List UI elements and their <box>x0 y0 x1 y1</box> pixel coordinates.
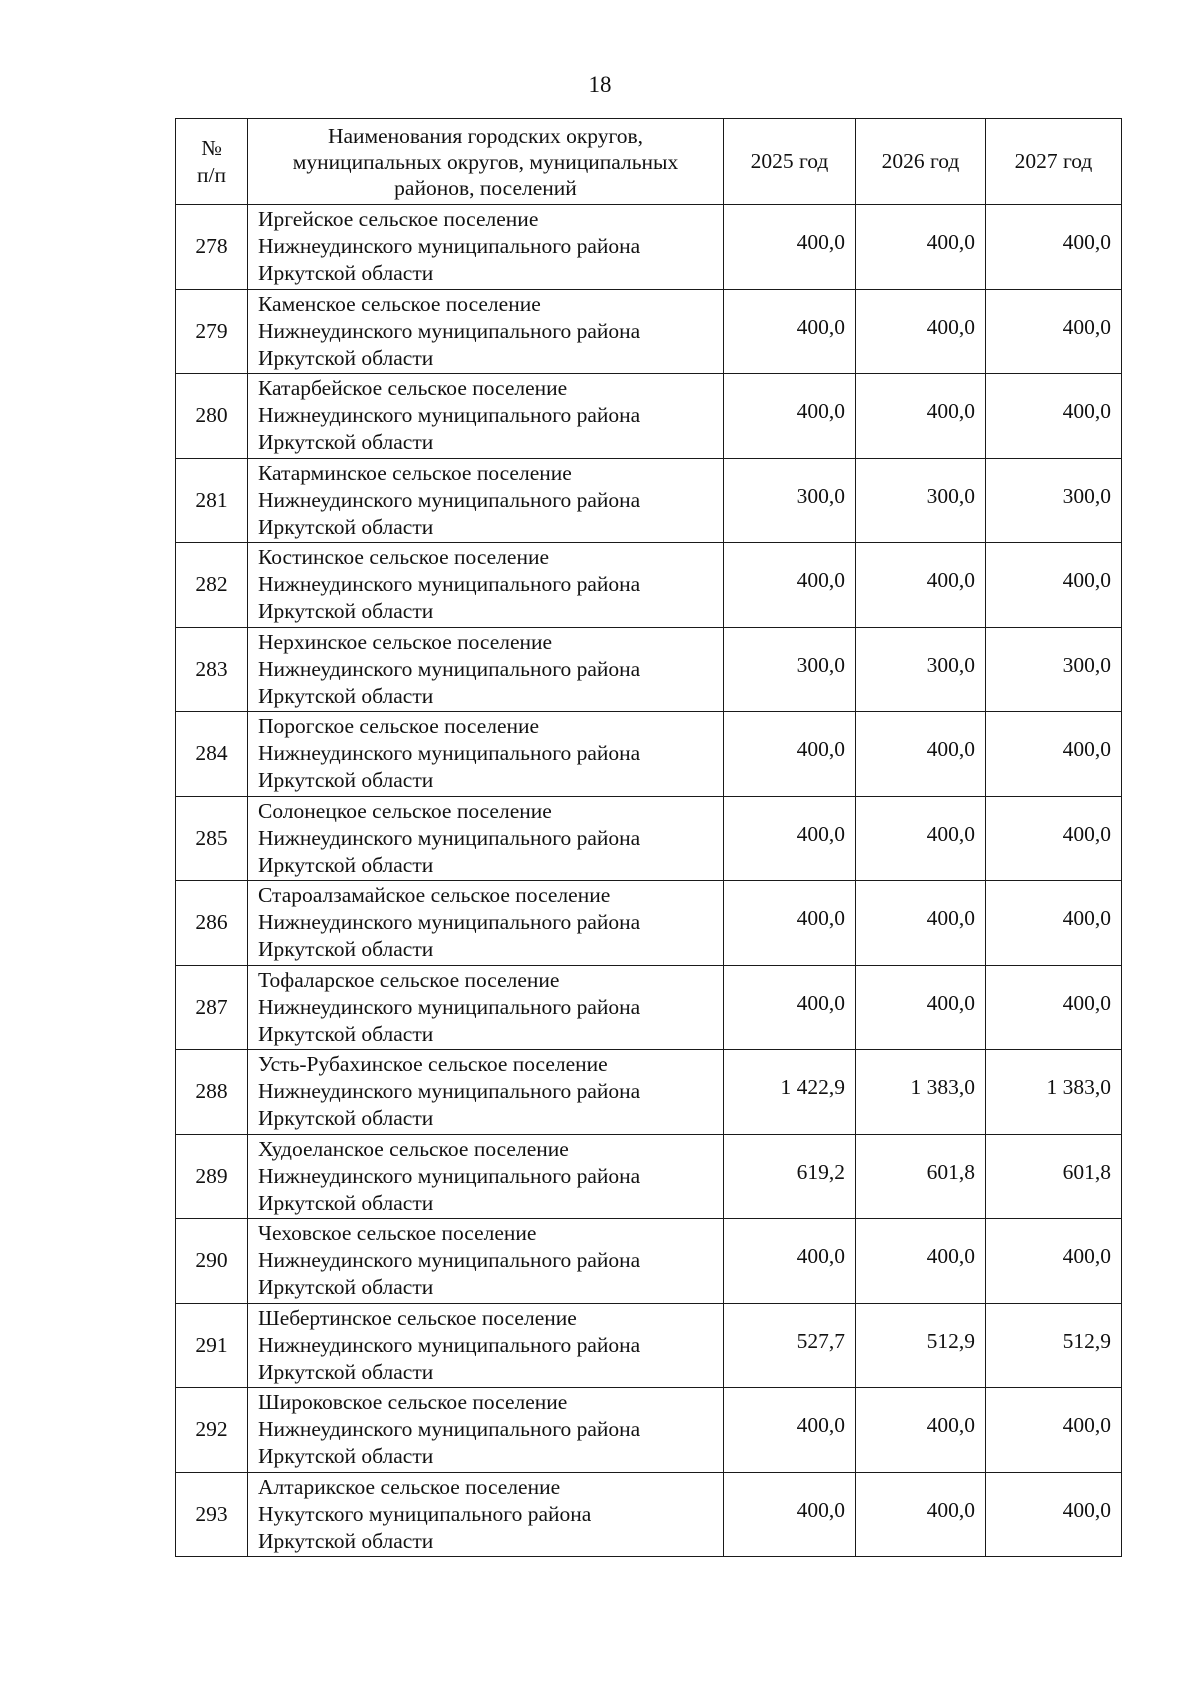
value-2026: 512,9 <box>856 1303 986 1388</box>
settlement-name-line: Каменское сельское поселение <box>258 291 541 316</box>
row-number: 290 <box>176 1219 248 1304</box>
settlement-name-line: Иркутской области <box>258 599 434 624</box>
value-2027: 300,0 <box>986 627 1122 712</box>
value-2027: 400,0 <box>986 1388 1122 1473</box>
row-number: 289 <box>176 1134 248 1219</box>
value-2027: 601,8 <box>986 1134 1122 1219</box>
value-2025: 400,0 <box>724 205 856 290</box>
table-row <box>176 881 1122 966</box>
settlement-name-line: Нижнеудинского муниципального района <box>258 656 641 681</box>
settlement-name-line: Нижнеудинского муниципального района <box>258 1248 641 1273</box>
value-2025: 400,0 <box>724 712 856 797</box>
settlement-name <box>248 881 724 966</box>
value-2026: 400,0 <box>856 205 986 290</box>
settlement-name-line: Костинское сельское поселение <box>258 545 550 570</box>
settlement-name-line: Нижнеудинского муниципального района <box>258 1417 641 1442</box>
header-name-line: муниципальных округов, муниципальных <box>292 149 679 174</box>
settlement-name-line: Алтарикское сельское поселение <box>258 1474 561 1499</box>
value-2027: 400,0 <box>986 289 1122 374</box>
settlement-name-line: Катарбейское сельское поселение <box>258 376 568 401</box>
table-row <box>176 1303 1122 1388</box>
header-2027: 2027 год <box>986 119 1122 205</box>
settlement-name-line: Нукутского муниципального района <box>258 1501 592 1526</box>
settlement-name-line: Иргейское сельское поселение <box>258 207 539 232</box>
row-number: 293 <box>176 1472 248 1557</box>
settlement-name-line: Иркутской области <box>258 1528 434 1553</box>
value-2025: 400,0 <box>724 796 856 881</box>
settlement-name-line: Иркутской области <box>258 1106 434 1131</box>
value-2025: 300,0 <box>724 627 856 712</box>
settlement-name-line: Широковское сельское поселение <box>258 1390 568 1415</box>
table-row <box>176 965 1122 1050</box>
value-2026: 400,0 <box>856 1472 986 1557</box>
settlement-name-line: Солонецкое сельское поселение <box>258 798 552 823</box>
settlement-name-line: Иркутской области <box>258 514 434 539</box>
value-2027: 400,0 <box>986 881 1122 966</box>
value-2026: 1 383,0 <box>856 1050 986 1135</box>
settlement-name-line: Иркутской области <box>258 1021 434 1046</box>
allocation-table <box>175 118 1122 1557</box>
header-name <box>248 119 724 205</box>
value-2025: 400,0 <box>724 1388 856 1473</box>
settlement-name-line: Иркутской области <box>258 852 434 877</box>
row-number: 286 <box>176 881 248 966</box>
header-2025: 2025 год <box>724 119 856 205</box>
row-number: 280 <box>176 374 248 459</box>
table-row <box>176 1388 1122 1473</box>
value-2027: 512,9 <box>986 1303 1122 1388</box>
settlement-name-line: Нижнеудинского муниципального района <box>258 403 641 428</box>
header-name-line: районов, поселений <box>394 175 577 200</box>
row-number: 281 <box>176 458 248 543</box>
settlement-name-line: Иркутской области <box>258 937 434 962</box>
row-number: 291 <box>176 1303 248 1388</box>
table-row <box>176 1472 1122 1557</box>
value-2026: 400,0 <box>856 543 986 628</box>
header-2026: 2026 год <box>856 119 986 205</box>
settlement-name-line: Нижнеудинского муниципального района <box>258 572 641 597</box>
settlement-name <box>248 1219 724 1304</box>
value-2026: 400,0 <box>856 881 986 966</box>
value-2025: 619,2 <box>724 1134 856 1219</box>
value-2027: 400,0 <box>986 965 1122 1050</box>
settlement-name <box>248 543 724 628</box>
settlement-name-line: Иркутской области <box>258 430 434 455</box>
settlement-name-line: Нижнеудинского муниципального района <box>258 487 641 512</box>
settlement-name <box>248 458 724 543</box>
row-number: 282 <box>176 543 248 628</box>
settlement-name-line: Нижнеудинского муниципального района <box>258 741 641 766</box>
settlement-name <box>248 627 724 712</box>
settlement-name-line: Иркутской области <box>258 683 434 708</box>
row-number: 288 <box>176 1050 248 1135</box>
value-2026: 400,0 <box>856 374 986 459</box>
settlement-name-line: Катарминское сельское поселение <box>258 460 572 485</box>
settlement-name-line: Иркутской области <box>258 261 434 286</box>
value-2025: 400,0 <box>724 289 856 374</box>
settlement-name-line: Порогское сельское поселение <box>258 714 540 739</box>
settlement-name-line: Иркутской области <box>258 1444 434 1469</box>
settlement-name-line: Нижнеудинского муниципального района <box>258 318 641 343</box>
table-row <box>176 1050 1122 1135</box>
table-row <box>176 289 1122 374</box>
table-row <box>176 458 1122 543</box>
value-2027: 400,0 <box>986 796 1122 881</box>
row-number: 279 <box>176 289 248 374</box>
row-number: 287 <box>176 965 248 1050</box>
value-2025: 400,0 <box>724 543 856 628</box>
value-2027: 1 383,0 <box>986 1050 1122 1135</box>
page-number: 18 <box>588 72 612 97</box>
header-num <box>176 119 248 205</box>
settlement-name-line: Нижнеудинского муниципального района <box>258 994 641 1019</box>
value-2025: 400,0 <box>724 965 856 1050</box>
value-2025: 400,0 <box>724 881 856 966</box>
value-2025: 400,0 <box>724 374 856 459</box>
settlement-name-line: Нижнеудинского муниципального района <box>258 234 641 259</box>
settlement-name-line: Нижнеудинского муниципального района <box>258 1079 641 1104</box>
settlement-name <box>248 712 724 797</box>
value-2025: 300,0 <box>724 458 856 543</box>
value-2026: 601,8 <box>856 1134 986 1219</box>
settlement-name-line: Тофаларское сельское поселение <box>258 967 560 992</box>
value-2026: 300,0 <box>856 458 986 543</box>
header-name-line: Наименования городских округов, <box>327 123 644 148</box>
table-row <box>176 627 1122 712</box>
settlement-name <box>248 1050 724 1135</box>
settlement-name <box>248 1472 724 1557</box>
value-2027: 400,0 <box>986 712 1122 797</box>
value-2025: 400,0 <box>724 1219 856 1304</box>
value-2025: 527,7 <box>724 1303 856 1388</box>
settlement-name-line: Иркутской области <box>258 1190 434 1215</box>
table-row <box>176 205 1122 290</box>
table-body <box>176 205 1122 1557</box>
settlement-name <box>248 1303 724 1388</box>
header-num-line: п/п <box>197 162 226 187</box>
settlement-name-line: Худоеланское сельское поселение <box>258 1136 569 1161</box>
value-2026: 400,0 <box>856 1388 986 1473</box>
table-row <box>176 712 1122 797</box>
settlement-name-line: Нерхинское сельское поселение <box>258 629 553 654</box>
table-row <box>176 796 1122 881</box>
row-number: 292 <box>176 1388 248 1473</box>
settlement-name <box>248 1134 724 1219</box>
settlement-name-line: Усть-Рубахинское сельское поселение <box>258 1052 608 1077</box>
value-2026: 300,0 <box>856 627 986 712</box>
settlement-name-line: Нижнеудинского муниципального района <box>258 1163 641 1188</box>
table-row <box>176 1134 1122 1219</box>
value-2025: 400,0 <box>724 1472 856 1557</box>
settlement-name <box>248 289 724 374</box>
value-2026: 400,0 <box>856 965 986 1050</box>
settlement-name <box>248 796 724 881</box>
table-row <box>176 1219 1122 1304</box>
value-2026: 400,0 <box>856 712 986 797</box>
settlement-name-line: Иркутской области <box>258 1275 434 1300</box>
value-2026: 400,0 <box>856 289 986 374</box>
value-2027: 400,0 <box>986 1472 1122 1557</box>
settlement-name <box>248 205 724 290</box>
row-number: 285 <box>176 796 248 881</box>
settlement-name-line: Староалзамайское сельское поселение <box>258 883 611 908</box>
settlement-name-line: Нижнеудинского муниципального района <box>258 1332 641 1357</box>
settlement-name <box>248 1388 724 1473</box>
settlement-name-line: Шебертинское сельское поселение <box>258 1305 577 1330</box>
value-2027: 300,0 <box>986 458 1122 543</box>
table-row <box>176 374 1122 459</box>
row-number: 283 <box>176 627 248 712</box>
settlement-name-line: Иркутской области <box>258 768 434 793</box>
header-num-line: № <box>201 135 222 160</box>
table-row <box>176 543 1122 628</box>
settlement-name-line: Иркутской области <box>258 1359 434 1384</box>
value-2027: 400,0 <box>986 543 1122 628</box>
settlement-name-line: Нижнеудинского муниципального района <box>258 910 641 935</box>
settlement-name-line: Чеховское сельское поселение <box>258 1221 537 1246</box>
value-2025: 1 422,9 <box>724 1050 856 1135</box>
value-2026: 400,0 <box>856 796 986 881</box>
value-2027: 400,0 <box>986 1219 1122 1304</box>
table-header-row <box>176 119 1122 205</box>
settlement-name-line: Нижнеудинского муниципального района <box>258 825 641 850</box>
value-2026: 400,0 <box>856 1219 986 1304</box>
row-number: 278 <box>176 205 248 290</box>
row-number: 284 <box>176 712 248 797</box>
settlement-name-line: Иркутской области <box>258 345 434 370</box>
value-2027: 400,0 <box>986 205 1122 290</box>
settlement-name <box>248 965 724 1050</box>
settlement-name <box>248 374 724 459</box>
value-2027: 400,0 <box>986 374 1122 459</box>
